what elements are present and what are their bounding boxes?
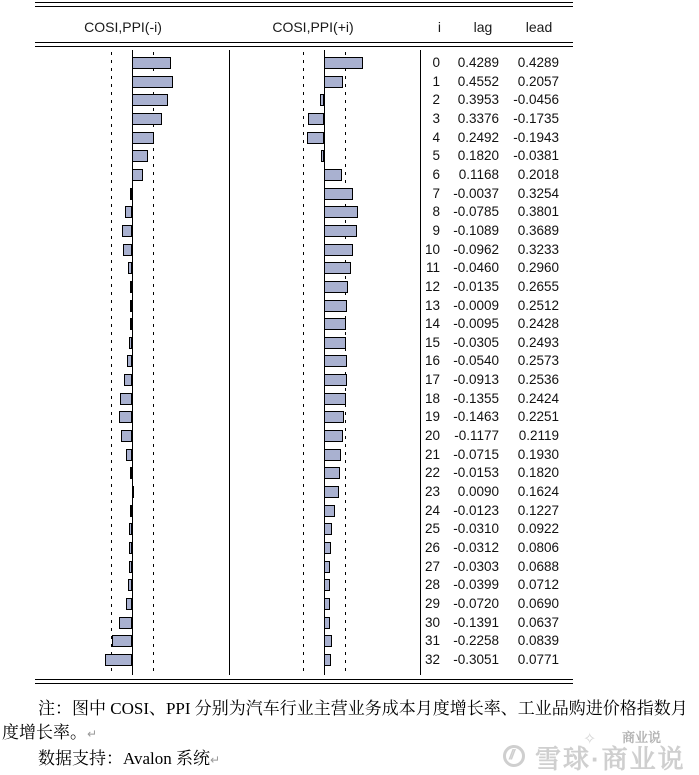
lag-bar [124,374,132,386]
row-lead-value: 0.2018 [517,167,559,182]
row-lag-value: -0.0399 [453,577,499,592]
lag-bar [125,206,132,218]
row-i-value: 29 [424,596,440,611]
row-lead-value: 0.3801 [517,204,559,219]
row-i-value: 28 [424,577,440,592]
row-i-value: 14 [424,316,440,331]
row-lead-value: 0.0712 [517,577,559,592]
footnote-line2 [2,722,97,745]
row-i-value: 7 [432,186,440,201]
lead-bar [324,523,332,535]
row-lag-value: 0.0090 [457,484,499,499]
row-i-value: 21 [424,447,440,462]
row-lead-value: -0.0381 [513,148,559,163]
lead-bar [324,281,348,293]
row-i-value: 15 [424,335,440,350]
lag-bar [130,281,132,293]
row-lag-value: -0.2258 [453,633,499,648]
row-i-value: 26 [424,540,440,555]
lag-bar [129,561,132,573]
row-lag-value: -0.1391 [453,615,499,630]
right-panel-title: COSI,PPI(+i) [272,19,354,35]
row-lag-value: -0.0460 [453,260,499,275]
lead-bar [324,411,344,423]
lag-bar [119,617,132,629]
left-panel-upper-band-line [153,52,154,672]
row-lead-value: 0.0839 [517,633,559,648]
row-lag-value: 0.4552 [457,74,499,89]
row-lag-value: -0.0310 [453,521,499,536]
xueqiu-logo-icon [503,745,525,767]
row-lag-value: -0.1355 [453,391,499,406]
lag-bar [122,225,132,237]
lag-bar [130,467,132,479]
row-lag-value: 0.4289 [457,55,499,70]
row-i-value: 25 [424,521,440,536]
row-lead-value: 0.2119 [518,428,559,443]
row-lag-value: -0.1089 [453,223,499,238]
row-i-value: 5 [432,148,440,163]
row-lag-value: -0.0095 [453,316,499,331]
lag-bar [132,94,168,106]
row-lag-value: 0.1820 [457,148,499,163]
row-i-value: 2 [432,92,440,107]
lag-bar [130,300,132,312]
lead-bar [324,244,353,256]
row-i-value: 12 [424,279,440,294]
row-lag-value: -0.0540 [453,353,499,368]
row-lead-value: 0.2960 [517,260,559,275]
lead-bar [324,300,347,312]
lead-bar [324,654,331,666]
lead-bar [324,337,346,349]
lead-bar [324,486,339,498]
row-lag-value: -0.0303 [453,559,499,574]
lead-bar [324,76,343,88]
paragraph-return-icon: ↵ [210,753,221,767]
lead-bar [324,617,330,629]
row-i-value: 1 [432,74,440,89]
row-lead-value: -0.0456 [513,92,559,107]
bottom-double-rule [35,679,573,684]
row-i-value: 3 [432,111,440,126]
lead-bar [324,542,331,554]
lag-bar [130,318,132,330]
lead-bar [324,206,358,218]
row-lag-value: -0.0913 [453,372,499,387]
row-i-value: 32 [424,652,440,667]
lag-bar [129,337,132,349]
lead-bar [321,150,324,162]
row-i-value: 24 [424,503,440,518]
lead-bar [324,374,347,386]
lead-bar [324,225,357,237]
lag-bar [123,244,132,256]
watermark-sparkle-icon: ✧ [583,731,597,748]
row-i-value: 9 [432,223,440,238]
row-lead-value: 0.0690 [517,596,559,611]
lag-bar [105,654,132,666]
lead-bar [324,188,353,200]
row-lag-value: -0.0785 [453,204,499,219]
row-i-value: 4 [432,130,440,145]
row-lead-value: 0.2057 [517,74,559,89]
row-lead-value: 0.2424 [517,391,559,406]
lead-bar [324,430,343,442]
lag-bar [126,449,132,461]
lag-bar [132,57,171,69]
row-lead-value: 0.1624 [517,484,559,499]
row-lag-value: -0.1463 [453,409,499,424]
row-lag-value: -0.0720 [453,596,499,611]
row-i-value: 10 [424,242,440,257]
lead-bar [324,355,347,367]
row-lag-value: 0.2492 [457,130,499,145]
row-i-value: 31 [424,633,440,648]
row-lead-value: 0.2655 [517,279,559,294]
row-lag-value: -0.0153 [453,465,499,480]
row-lag-value: -0.0123 [453,503,499,518]
lag-bar [129,523,132,535]
row-i-value: 22 [424,465,440,480]
panel-divider-line [229,50,230,675]
row-i-value: 0 [432,55,440,70]
row-i-value: 20 [424,428,440,443]
lead-bar [324,505,335,517]
lag-bar [132,113,162,125]
row-lead-value: 0.2251 [517,409,559,424]
row-lag-value: -0.0305 [453,335,499,350]
row-i-value: 30 [424,615,440,630]
row-lead-value: 0.2428 [517,316,559,331]
lead-bar [324,318,346,330]
row-lag-value: -0.0962 [453,242,499,257]
row-lag-value: -0.3051 [453,652,499,667]
row-lead-value: -0.1735 [513,111,559,126]
row-lead-value: 0.1820 [517,465,559,480]
lead-bar [324,635,332,647]
row-lead-value: 0.4289 [517,55,559,70]
lead-bar [308,113,324,125]
row-i-value: 13 [424,298,440,313]
lag-bar [129,542,132,554]
row-lead-value: 0.0637 [517,615,559,630]
row-lag-value: -0.0312 [453,540,499,555]
lead-bar [324,561,330,573]
row-lead-value: 0.3254 [517,186,559,201]
watermark-text: 雪球·商业说 [535,744,686,774]
row-lag-value: -0.0135 [453,279,499,294]
row-lag-value: -0.0009 [453,298,499,313]
lead-bar [320,94,324,106]
lag-bar [132,132,154,144]
top-double-rule [35,2,573,7]
row-lead-value: 0.0688 [517,559,559,574]
lag-bar [127,355,132,367]
lag-bar [130,188,132,200]
lag-bar [132,76,173,88]
row-i-value: 6 [432,167,440,182]
row-lead-value: 0.0806 [517,540,559,555]
header-double-rule [35,42,573,47]
lag-bar [121,430,132,442]
row-lead-value: 0.2573 [517,353,559,368]
row-lead-value: 0.2536 [517,372,559,387]
lag-bar [128,262,132,274]
lag-bar [120,393,132,405]
row-i-value: 17 [424,372,440,387]
column-header-i: i [437,19,441,35]
row-lag-value: 0.3376 [457,111,499,126]
lead-bar [324,393,346,405]
lag-bar [132,486,134,498]
column-header-lead: lead [525,19,553,35]
lead-bar [324,57,363,69]
row-lag-value: 0.3953 [457,92,499,107]
lag-bar [126,598,132,610]
row-lag-value: -0.0037 [453,186,499,201]
paragraph-return-icon: ↵ [87,727,98,741]
row-i-value: 23 [424,484,440,499]
row-i-value: 16 [424,353,440,368]
right-panel-lower-band-line [303,52,304,672]
xueqiu-logo-marks-icon: // [509,746,513,762]
row-lead-value: 0.2493 [517,335,559,350]
row-lag-value: -0.0715 [453,447,499,462]
row-lead-value: 0.3689 [517,223,559,238]
lead-bar [324,449,341,461]
footnote-line3-text: 数据支持：Avalon 系统 [38,749,211,768]
row-lead-value: 0.0922 [517,521,559,536]
lag-bar [130,505,132,517]
lead-bar [324,467,340,479]
lead-bar [324,169,342,181]
row-lead-value: 0.3233 [517,242,559,257]
footnote-line1: 注：图中 COSI、PPI 分别为汽车行业主营业务成本月度增长率、工业品购进价格指数月 [38,699,688,718]
footnote-line3 [38,748,220,771]
row-lead-value: 0.1930 [517,447,559,462]
row-lead-value: 0.2512 [517,298,559,313]
lead-bar [307,132,324,144]
left-panel-lower-band-line [111,52,112,672]
row-i-value: 27 [424,559,440,574]
row-lag-value: -0.1177 [454,428,499,443]
row-lead-value: 0.0771 [517,652,559,667]
lag-bar [119,411,132,423]
footnote-line2-text: 度增长率。 [2,723,87,742]
row-lead-value: 0.1227 [517,503,559,518]
lead-bar [324,579,330,591]
lag-bar [132,150,148,162]
left-panel-title: COSI,PPI(-i) [84,19,162,35]
column-header-lag: lag [473,19,493,35]
lag-bar [128,579,132,591]
lag-bar [112,635,132,647]
row-i-value: 8 [432,204,440,219]
lead-bar [324,598,330,610]
lag-bar [132,169,143,181]
row-i-value: 19 [424,409,440,424]
lead-bar [324,262,351,274]
row-lead-value: -0.1943 [513,130,559,145]
row-i-value: 18 [424,391,440,406]
row-i-value: 11 [425,260,440,275]
watermark-small-text: 商业说 [622,730,662,745]
row-lag-value: 0.1168 [458,167,499,182]
